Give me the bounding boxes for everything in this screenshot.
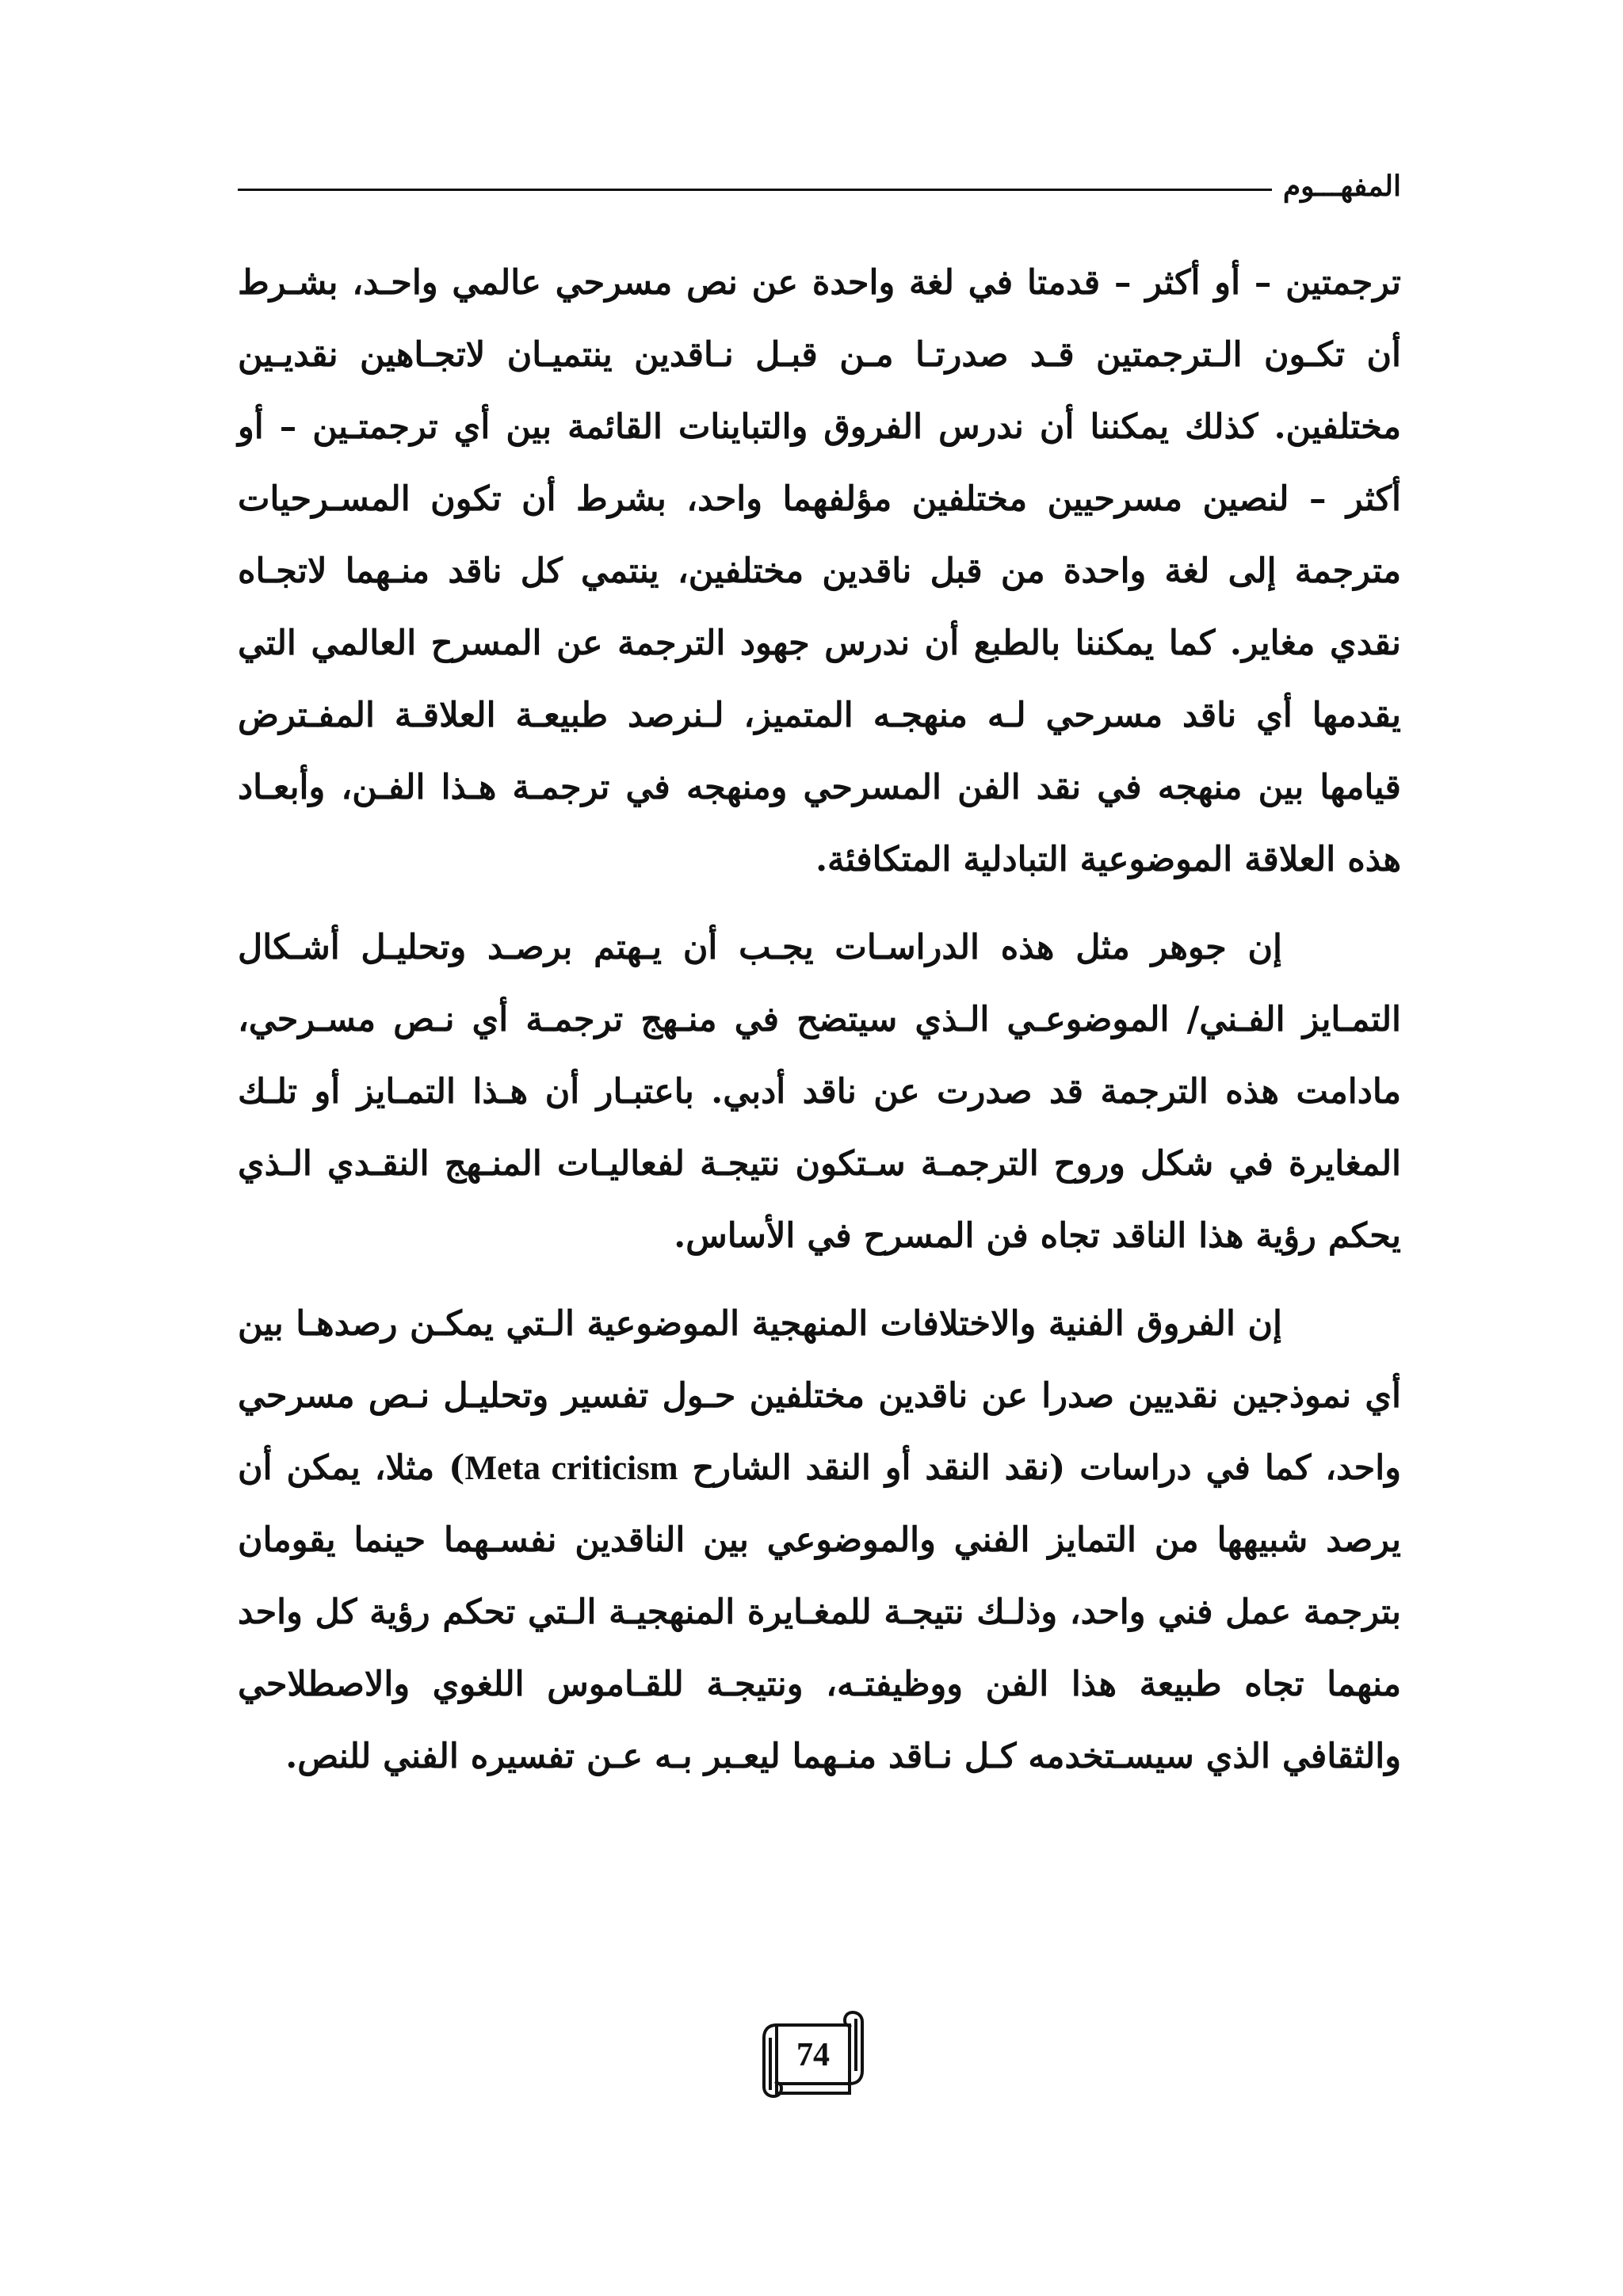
latin-term: Meta criticism bbox=[464, 1450, 678, 1487]
page-number-ornament bbox=[753, 2011, 870, 2101]
page-number: 74 bbox=[796, 2037, 830, 2073]
paragraph-3-part-2: ) مثلا، يمكن أن يرصد شبيهها من التمايز الفني والموضوعي بين الناقدين نفسـهما حينما يقومان بترجمة عمل فني واحد، وذلـك نتيجـة للمغـايرة المنهجيـة الـتي تحكم رؤية كل واحد منهما تجاه طبيعة هذا الفن ووظيفتـه، ونتيجـة للقـاموس اللغوي والاصطلاحي والثقافي الذي سيسـتخدمه كـل نـاقد منـهما ليعـبر بـه عـن تفسيره الفني للنص. bbox=[238, 1448, 1401, 1776]
header-rule bbox=[238, 189, 1272, 191]
paragraph-1: ترجمتين – أو أكثر – قدمتا في لغة واحدة عن نص مسرحي عالمي واحـد، بشـرط أن تكـون الـترجمتين قـد صدرتـا مـن قبـل نـاقدين ينتميـان لاتجـاهين نقديـين مختلفين. كذلك يمكننا أن ندرس الفروق والتباينات القائمة بين أي ترجمتـين – أو أكثر – لنصين مسرحيين مختلفين مؤلفهما واحد، بشرط أن تكون المسـرحيات مترجمة إلى لغة واحدة من قبل ناقدين مختلفين، ينتمي كل ناقد منـهما لاتجـاه نقدي مغاير. كما يمكننا بالطبع أن ندرس جهود الترجمة عن المسرح العالمي التي يقدمها أي ناقد مسرحي لـه منهجـه المتميز، لـنرصد طبيعـة العلاقـة المفـترض قيامها بين منهجه في نقد الفن المسرحي ومنهجه في ترجمـة هـذا الفـن، وأبعـاد هذه العلاقة الموضوعية التبادلية المتكافئة. bbox=[238, 263, 1401, 879]
paragraph-3-part-1: إن الفروق الفنية والاختلافات المنهجية الموضوعية الـتي يمكـن رصدهـا بين أي نموذجين نقديين صدرا عن ناقدين مختلفين حـول تفسير وتحليـل نـص مسرحي واحد، كما في دراسات (نقد النقد أو النقد الشارح bbox=[238, 1304, 1401, 1488]
chapter-title: المفهـــوم bbox=[1282, 170, 1401, 203]
running-header bbox=[238, 162, 1401, 210]
paragraph-2: إن جوهر مثل هذه الدراسـات يجـب أن يـهتم برصـد وتحليـل أشـكال التمـايز الفـني/ الموضوعـي الـذي سيتضح في منـهج ترجمـة أي نـص مسـرحي، مادامت هذه الترجمة قد صدرت عن ناقد أدبي. باعتبـار أن هـذا التمـايز أو تلـك المغايرة في شكل وروح الترجمـة سـتكون نتيجـة لفعاليـات المنـهج النقـدي الـذي يحكم رؤية هذا الناقد تجاه فن المسرح في الأساس. bbox=[238, 928, 1401, 1256]
paragraph-3 bbox=[238, 1288, 1401, 1793]
body-text bbox=[238, 247, 1401, 1809]
